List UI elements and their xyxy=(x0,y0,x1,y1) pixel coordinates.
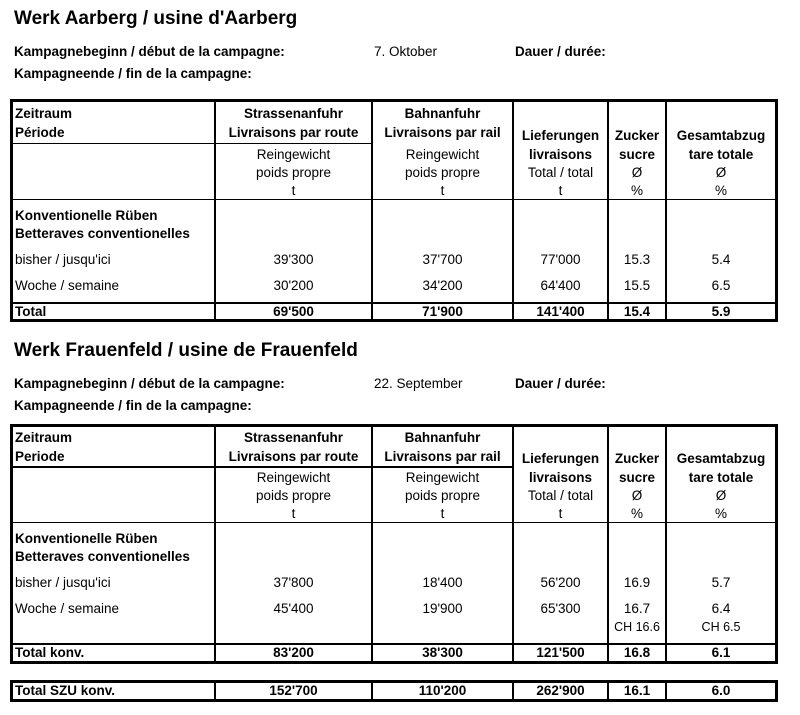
col-sugar-avg: Ø xyxy=(631,165,643,180)
f-col-road-net-fr: poids propre xyxy=(255,488,332,503)
frauenfeld-start-label: Kampagnebeginn / début de la campagne: xyxy=(14,376,285,391)
szu-total-sugar: 16.1 xyxy=(623,683,651,698)
aarberg-start-label: Kampagnebeginn / début de la campagne: xyxy=(14,44,285,59)
col-road-net-de: Reingewicht xyxy=(256,147,331,162)
frauenfeld-so-far-rail: 18'400 xyxy=(422,575,463,590)
aarberg-so-far-total: 77'000 xyxy=(540,252,581,267)
f-col-sugar-pct: % xyxy=(630,506,643,521)
f-col-sugar-de: Zucker xyxy=(614,451,660,466)
f-col-sugar-fr: sucre xyxy=(618,470,656,485)
f-col-deliv-unit: t xyxy=(558,506,563,521)
frauenfeld-total-total: 121'500 xyxy=(536,645,585,660)
aarberg-total-tare: 5.9 xyxy=(711,304,731,319)
col-tare-pct: % xyxy=(714,183,727,198)
row-week-label: Woche / semaine xyxy=(15,278,120,293)
f-row-so-far-label: bisher / jusqu'ici xyxy=(15,575,111,590)
aarberg-week-total: 64'400 xyxy=(540,278,581,293)
f-col-rail-net-fr: poids propre xyxy=(404,488,481,503)
frauenfeld-week-ch-sugar: CH 16.6 xyxy=(614,620,660,634)
f-row-conv-de: Konventionelle Rüben xyxy=(15,531,158,546)
f-col-deliv-de: Lieferungen xyxy=(521,451,600,466)
col-deliv-fr: livraisons xyxy=(528,147,593,162)
aarberg-start-date: 7. Oktober xyxy=(374,44,438,59)
col-rail-net-fr: poids propre xyxy=(404,165,481,180)
f-col-deliv-total: Total / total xyxy=(527,488,594,503)
szu-total-label: Total SZU konv. xyxy=(15,683,116,698)
row-conv-de: Konventionelle Rüben xyxy=(15,208,158,223)
f-col-period-fr: Periode xyxy=(15,449,65,464)
col-tare-fr: tare totale xyxy=(688,147,754,162)
col-rail-de: Bahnanfuhr xyxy=(404,106,481,121)
aarberg-week-sugar: 15.5 xyxy=(623,278,651,293)
frauenfeld-end-label: Kampagneende / fin de la campagne: xyxy=(14,398,252,413)
frauenfeld-week-ch-tare: CH 6.5 xyxy=(701,620,741,634)
aarberg-so-far-sugar: 15.3 xyxy=(623,252,651,267)
f-col-tare-fr: tare totale xyxy=(688,470,754,485)
aarberg-total-rail: 71'900 xyxy=(422,304,463,319)
aarberg-total-label: Total xyxy=(15,304,47,319)
f-row-conv-fr: Betteraves conventionelles xyxy=(15,549,190,564)
f-col-tare-pct: % xyxy=(714,506,727,521)
frauenfeld-total-rail: 38'300 xyxy=(422,645,463,660)
frauenfeld-so-far-total: 56'200 xyxy=(540,575,581,590)
aarberg-total-road: 69'500 xyxy=(273,304,314,319)
frauenfeld-week-sugar: 16.7 xyxy=(623,601,651,616)
f-col-rail-de: Bahnanfuhr xyxy=(404,430,481,445)
col-road-unit: t xyxy=(291,183,296,198)
f-col-rail-net-de: Reingewicht xyxy=(405,470,480,485)
frauenfeld-so-far-sugar: 16.9 xyxy=(623,575,651,590)
aarberg-week-rail: 34'200 xyxy=(422,278,463,293)
col-rail-net-de: Reingewicht xyxy=(405,147,480,162)
aarberg-end-label: Kampagneende / fin de la campagne: xyxy=(14,66,252,81)
frauenfeld-duration-label: Dauer / durée: xyxy=(515,376,606,391)
szu-total-road: 152'700 xyxy=(269,683,318,698)
aarberg-so-far-rail: 37'700 xyxy=(422,252,463,267)
col-period-fr: Période xyxy=(15,125,65,140)
frauenfeld-so-far-road: 37'800 xyxy=(273,575,314,590)
col-deliv-total: Total / total xyxy=(527,165,594,180)
col-road-fr: Livraisons par route xyxy=(228,125,359,140)
col-rail-fr: Livraisons par rail xyxy=(384,125,501,140)
frauenfeld-total-label: Total konv. xyxy=(15,645,85,660)
f-col-rail-fr: Livraisons par rail xyxy=(384,449,501,464)
col-sugar-pct: % xyxy=(630,183,643,198)
aarberg-title: Werk Aarberg / usine d'Aarberg xyxy=(14,8,298,29)
col-sugar-fr: sucre xyxy=(618,147,656,162)
szu-total-total: 262'900 xyxy=(536,683,585,698)
col-deliv-de: Lieferungen xyxy=(521,128,600,143)
aarberg-week-tare: 6.5 xyxy=(711,278,731,293)
frauenfeld-title: Werk Frauenfeld / usine de Frauenfeld xyxy=(14,340,358,361)
col-tare-avg: Ø xyxy=(715,165,727,180)
f-col-period-de: Zeitraum xyxy=(15,430,73,445)
f-col-road-unit: t xyxy=(291,506,296,521)
col-period-de: Zeitraum xyxy=(15,106,73,121)
col-deliv-unit: t xyxy=(558,183,563,198)
frauenfeld-so-far-tare: 5.7 xyxy=(711,575,731,590)
aarberg-total-total: 141'400 xyxy=(536,304,585,319)
frauenfeld-start-date: 22. September xyxy=(374,376,463,391)
f-col-road-net-de: Reingewicht xyxy=(256,470,331,485)
szu-total-tare: 6.0 xyxy=(711,683,731,698)
f-col-deliv-fr: livraisons xyxy=(528,470,593,485)
col-road-de: Strassenanfuhr xyxy=(243,106,344,121)
frauenfeld-week-rail: 19'900 xyxy=(422,601,463,616)
frauenfeld-week-tare: 6.4 xyxy=(711,601,731,616)
f-col-tare-avg: Ø xyxy=(715,488,727,503)
frauenfeld-week-road: 45'400 xyxy=(273,601,314,616)
szu-total-rail: 110'200 xyxy=(418,683,467,698)
aarberg-so-far-tare: 5.4 xyxy=(711,252,731,267)
col-sugar-de: Zucker xyxy=(614,128,660,143)
frauenfeld-total-tare: 6.1 xyxy=(711,645,731,660)
aarberg-so-far-road: 39'300 xyxy=(273,252,314,267)
f-col-road-de: Strassenanfuhr xyxy=(243,430,344,445)
row-so-far-label: bisher / jusqu'ici xyxy=(15,252,111,267)
aarberg-week-road: 30'200 xyxy=(273,278,314,293)
col-road-net-fr: poids propre xyxy=(255,165,332,180)
col-rail-unit: t xyxy=(440,183,445,198)
aarberg-total-sugar: 15.4 xyxy=(623,304,651,319)
row-conv-fr: Betteraves conventionelles xyxy=(15,226,190,241)
f-row-week-label: Woche / semaine xyxy=(15,601,120,616)
frauenfeld-week-total: 65'300 xyxy=(540,601,581,616)
f-col-sugar-avg: Ø xyxy=(631,488,643,503)
frauenfeld-total-sugar: 16.8 xyxy=(623,645,651,660)
f-col-road-fr: Livraisons par route xyxy=(228,449,359,464)
f-col-rail-unit: t xyxy=(440,506,445,521)
frauenfeld-total-road: 83'200 xyxy=(273,645,314,660)
aarberg-duration-label: Dauer / durée: xyxy=(515,44,606,59)
col-tare-de: Gesamtabzug xyxy=(676,128,766,143)
f-col-tare-de: Gesamtabzug xyxy=(676,451,766,466)
